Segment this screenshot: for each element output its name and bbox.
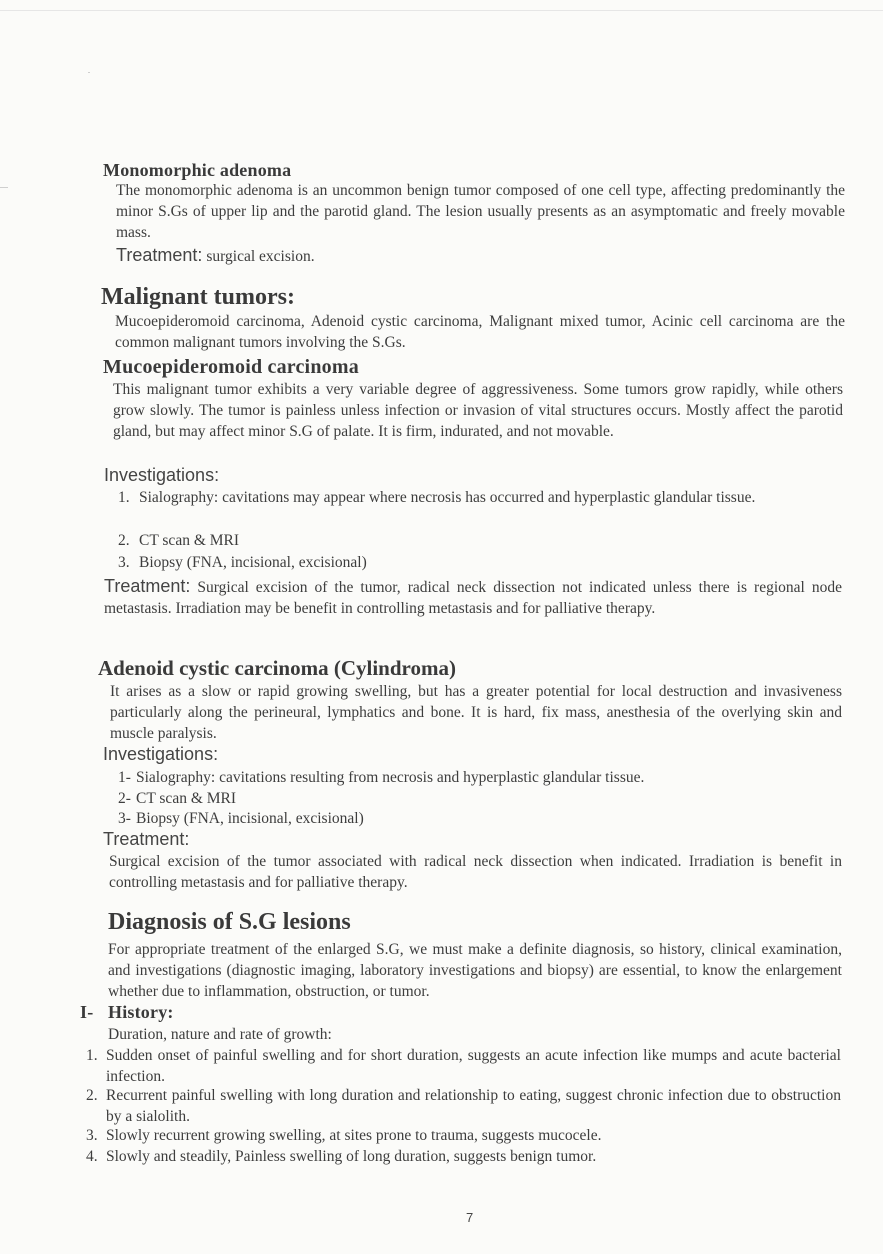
investigation-item bbox=[118, 808, 364, 829]
investigation-item bbox=[118, 767, 644, 788]
item-number: 3. bbox=[118, 554, 130, 571]
adenoid-treatment-text: Surgical excision of the tumor associated with radical neck dissection when indicated. Irradiation is benefit in controlling metastasis and for palliative therapy. bbox=[109, 853, 842, 891]
item-number: 1- bbox=[118, 769, 131, 786]
treatment-paragraph bbox=[104, 576, 842, 619]
item-text: CT scan & MRI bbox=[136, 790, 237, 807]
item-number: 4. bbox=[86, 1148, 98, 1165]
history-item bbox=[86, 1146, 596, 1167]
mucoepidermoid-investigations-label: Investigations: bbox=[104, 465, 220, 485]
item-number: 3- bbox=[118, 810, 131, 827]
treatment-text: Surgical excision of the tumor, radical neck dissection not indicated unless there is regional node metastasis. Irradiation may be benefit in controlling metastasis and for palliative therapy. bbox=[104, 579, 842, 617]
history-item bbox=[86, 1085, 843, 1127]
history-number: I- bbox=[80, 1002, 94, 1022]
item-text: Biopsy (FNA, incisional, excisional) bbox=[139, 554, 367, 571]
item-text: Slowly and steadily, Painless swelling of long duration, suggests benign tumor. bbox=[106, 1148, 597, 1165]
mucoepidermoid-treatment bbox=[104, 576, 842, 619]
adenoid-investigations-label: Investigations: bbox=[103, 744, 219, 764]
investigation-item bbox=[118, 530, 239, 551]
adenoid-heading: Adenoid cystic carcinoma (Cylindroma) bbox=[98, 656, 456, 680]
diagnosis-body: For appropriate treatment of the enlarged S.G, we must make a definite diagnosis, so history, clinical examination, and investigations (diagnostic imaging, laboratory investigations and biopsy) are essential, to know the enlargement whether due to inflammation, obstruction, or tumor. bbox=[108, 941, 842, 1000]
scan-speck bbox=[88, 72, 90, 73]
history-heading: History: bbox=[108, 1002, 174, 1022]
investigation-item bbox=[118, 552, 367, 573]
treatment-label: Treatment: bbox=[116, 245, 203, 265]
item-text: Slowly recurrent growing swelling, at sites prone to trauma, suggests mucocele. bbox=[106, 1127, 602, 1144]
page-number: 7 bbox=[466, 1210, 474, 1225]
item-number: 1. bbox=[118, 489, 130, 506]
mucoepidermoid-body: This malignant tumor exhibits a very variable degree of aggressiveness. Some tumors grow rapidly, while others grow slowly. The tumor is painless unless infection or invasion of vital structures occurs. Mostly affect the parotid gland, but may affect minor S.G of palate. It is firm, indurated, and not movable. bbox=[113, 381, 843, 440]
scan-edge-line bbox=[0, 10, 883, 11]
item-number: 1. bbox=[86, 1047, 98, 1064]
treatment-label: Treatment: bbox=[104, 576, 191, 596]
adenoid-body: It arises as a slow or rapid growing swelling, but has a greater potential for local destruction and invasiveness particularly along the perineural, lymphatics and bone. It is hard, fix mass, anesthesia of the overlying skin and muscle paralysis. bbox=[110, 683, 842, 742]
history-intro: Duration, nature and rate of growth: bbox=[108, 1026, 332, 1043]
monomorphic-treatment bbox=[116, 245, 315, 267]
item-number: 2- bbox=[118, 790, 131, 807]
item-text: Biopsy (FNA, incisional, excisional) bbox=[136, 810, 364, 827]
item-text: Sialography: cavitations resulting from necrosis and hyperplastic glandular tissue. bbox=[136, 769, 645, 786]
item-text: Recurrent painful swelling with long duration and relationship to eating, suggest chronic infection due to obstruction by a sialolith. bbox=[106, 1087, 841, 1125]
diagnosis-heading: Diagnosis of S.G lesions bbox=[108, 909, 351, 935]
treatment-text: surgical excision. bbox=[206, 248, 315, 265]
item-number: 2. bbox=[86, 1087, 98, 1104]
item-number: 2. bbox=[118, 532, 130, 549]
malignant-body: Mucoepideromoid carcinoma, Adenoid cystic carcinoma, Malignant mixed tumor, Acinic cell carcinoma are the common malignant tumors involving the S.Gs. bbox=[115, 313, 845, 351]
investigation-item bbox=[118, 788, 236, 809]
history-item bbox=[86, 1045, 843, 1087]
mucoepidermoid-heading: Mucoepideromoid carcinoma bbox=[103, 356, 359, 378]
item-text: Sudden onset of painful swelling and for short duration, suggests an acute infection like mumps and acute bacterial infection. bbox=[106, 1047, 841, 1085]
investigation-item bbox=[118, 487, 843, 508]
malignant-heading: Malignant tumors: bbox=[101, 284, 295, 310]
history-item bbox=[86, 1125, 601, 1146]
item-text: Sialography: cavitations may appear where necrosis has occurred and hyperplastic glandular tissue. bbox=[139, 489, 756, 506]
monomorphic-heading: Monomorphic adenoma bbox=[103, 160, 292, 180]
adenoid-treatment-label: Treatment: bbox=[103, 829, 190, 849]
item-text: CT scan & MRI bbox=[139, 532, 240, 549]
item-number: 3. bbox=[86, 1127, 98, 1144]
scan-speck bbox=[0, 187, 8, 188]
monomorphic-body: The monomorphic adenoma is an uncommon benign tumor composed of one cell type, affecting predominantly the minor S.Gs of upper lip and the parotid gland. The lesion usually presents as an asymptomatic and freely movable mass. bbox=[116, 182, 845, 241]
